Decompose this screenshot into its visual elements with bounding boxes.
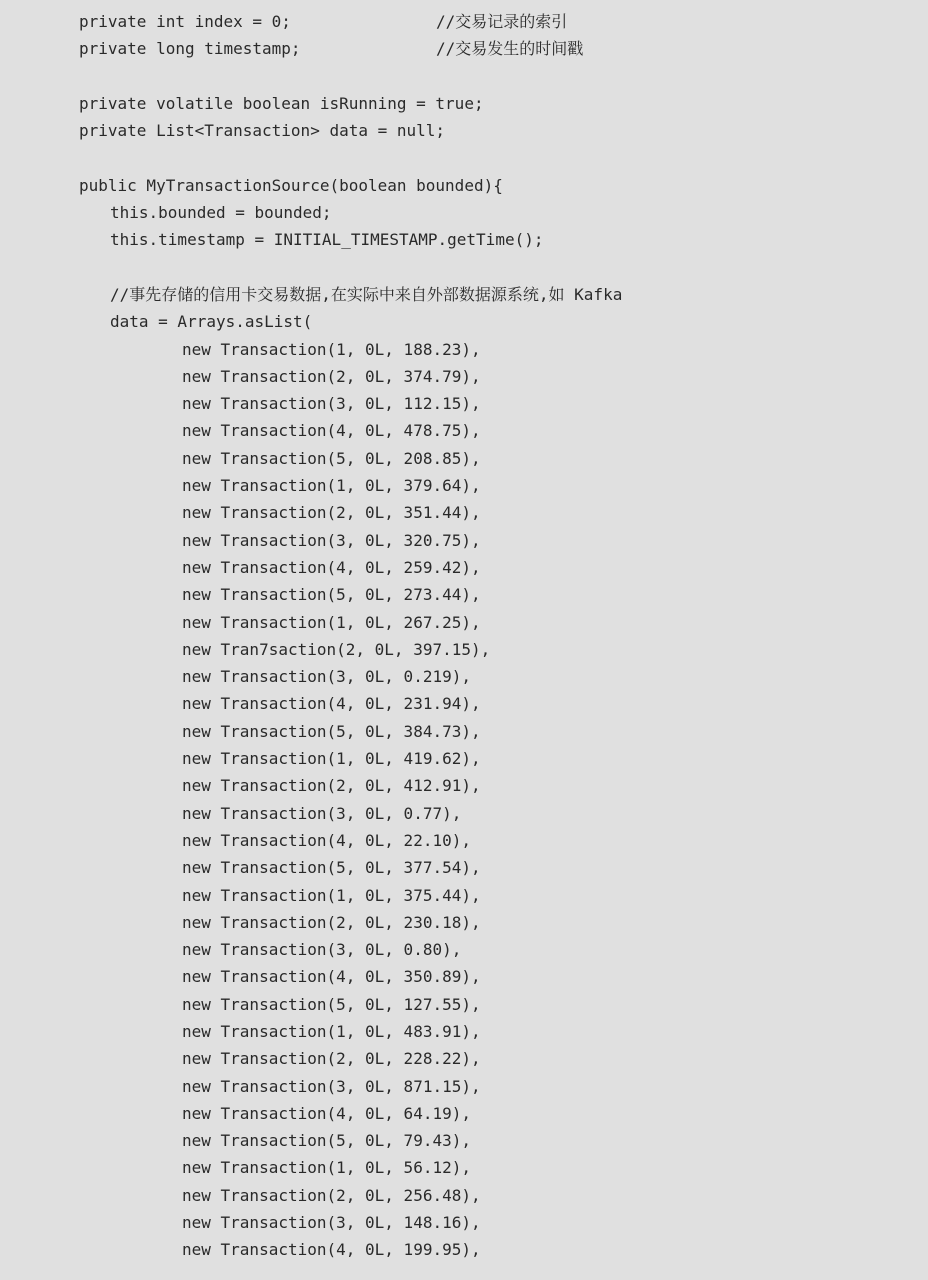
transaction-line xyxy=(0,636,928,663)
code-comment: //交易发生的时间戳 xyxy=(436,39,584,59)
transaction-line xyxy=(0,1127,928,1154)
code-text: new Transaction(2, 0L, 228.22), xyxy=(182,1049,481,1069)
code-line-data-field xyxy=(0,117,928,144)
transaction-line xyxy=(0,527,928,554)
transaction-line xyxy=(0,1100,928,1127)
code-text: new Transaction(3, 0L, 0.77), xyxy=(182,803,462,823)
code-text: new Transaction(3, 0L, 0.80), xyxy=(182,940,462,960)
transaction-list xyxy=(0,336,928,1264)
blank-line xyxy=(0,254,928,281)
transaction-line xyxy=(0,772,928,799)
code-text: new Transaction(1, 0L, 379.64), xyxy=(182,476,481,496)
code-line-constructor xyxy=(0,172,928,199)
transaction-line xyxy=(0,472,928,499)
transaction-line xyxy=(0,882,928,909)
code-text: new Transaction(5, 0L, 377.54), xyxy=(182,858,481,878)
code-listing xyxy=(0,8,928,1264)
transaction-line xyxy=(0,690,928,717)
code-line-data-assign xyxy=(0,308,928,335)
code-text: private int index = 0; xyxy=(79,12,291,31)
transaction-line xyxy=(0,1209,928,1236)
transaction-line xyxy=(0,800,928,827)
code-text: this.timestamp = INITIAL_TIMESTAMP.getTime(); xyxy=(110,230,544,250)
code-text: new Transaction(5, 0L, 79.43), xyxy=(182,1131,471,1151)
code-text: new Transaction(3, 0L, 320.75), xyxy=(182,530,481,550)
code-text: new Transaction(2, 0L, 374.79), xyxy=(182,366,481,386)
code-text: new Transaction(1, 0L, 188.23), xyxy=(182,339,481,359)
code-line-bounded-assign xyxy=(0,199,928,226)
transaction-line xyxy=(0,854,928,881)
code-line-is-running xyxy=(0,90,928,117)
code-text: data = Arrays.asList( xyxy=(110,312,313,332)
code-text: new Transaction(2, 0L, 230.18), xyxy=(182,912,481,932)
code-text: new Transaction(4, 0L, 199.95), xyxy=(182,1240,481,1260)
code-text: new Transaction(4, 0L, 64.19), xyxy=(182,1103,471,1123)
code-text: new Transaction(3, 0L, 871.15), xyxy=(182,1076,481,1096)
transaction-line xyxy=(0,581,928,608)
transaction-line xyxy=(0,663,928,690)
transaction-line xyxy=(0,745,928,772)
transaction-line xyxy=(0,1018,928,1045)
code-text: this.bounded = bounded; xyxy=(110,203,332,223)
code-text: new Transaction(1, 0L, 56.12), xyxy=(182,1158,471,1178)
code-text: new Transaction(1, 0L, 483.91), xyxy=(182,1021,481,1041)
code-line-index xyxy=(0,8,928,35)
transaction-line xyxy=(0,909,928,936)
code-text: public MyTransactionSource(boolean bounded){ xyxy=(79,175,503,195)
code-comment: //事先存储的信用卡交易数据,在实际中来自外部数据源系统,如 Kafka xyxy=(110,284,623,304)
transaction-line xyxy=(0,609,928,636)
blank-line xyxy=(0,63,928,90)
transaction-line xyxy=(0,1045,928,1072)
code-text: new Transaction(1, 0L, 267.25), xyxy=(182,612,481,632)
transaction-line xyxy=(0,1073,928,1100)
transaction-line xyxy=(0,963,928,990)
code-text: new Tran7saction(2, 0L, 397.15), xyxy=(182,639,491,659)
code-text: new Transaction(4, 0L, 22.10), xyxy=(182,830,471,850)
code-comment: //交易记录的索引 xyxy=(436,12,568,31)
code-text: private List<Transaction> data = null; xyxy=(79,121,446,141)
code-line-data-comment xyxy=(0,281,928,308)
code-text: new Transaction(4, 0L, 231.94), xyxy=(182,694,481,714)
blank-line xyxy=(0,144,928,171)
code-text: new Transaction(2, 0L, 256.48), xyxy=(182,1185,481,1205)
code-text: new Transaction(5, 0L, 384.73), xyxy=(182,721,481,741)
code-text: new Transaction(4, 0L, 259.42), xyxy=(182,557,481,577)
code-text: new Transaction(5, 0L, 127.55), xyxy=(182,994,481,1014)
code-text: new Transaction(4, 0L, 350.89), xyxy=(182,967,481,987)
transaction-line xyxy=(0,390,928,417)
code-text: private volatile boolean isRunning = true; xyxy=(79,93,484,113)
transaction-line xyxy=(0,1154,928,1181)
code-text: new Transaction(5, 0L, 208.85), xyxy=(182,448,481,468)
code-text: new Transaction(3, 0L, 148.16), xyxy=(182,1213,481,1233)
transaction-line xyxy=(0,417,928,444)
code-text: new Transaction(2, 0L, 412.91), xyxy=(182,776,481,796)
code-line-timestamp-assign xyxy=(0,226,928,253)
code-text: new Transaction(1, 0L, 375.44), xyxy=(182,885,481,905)
code-line-timestamp xyxy=(0,35,928,62)
code-text: new Transaction(2, 0L, 351.44), xyxy=(182,503,481,523)
code-text: new Transaction(4, 0L, 478.75), xyxy=(182,421,481,441)
transaction-line xyxy=(0,936,928,963)
transaction-line xyxy=(0,499,928,526)
transaction-line xyxy=(0,554,928,581)
code-text: new Transaction(5, 0L, 273.44), xyxy=(182,585,481,605)
code-text: new Transaction(3, 0L, 112.15), xyxy=(182,394,481,414)
code-text: new Transaction(3, 0L, 0.219), xyxy=(182,667,471,687)
transaction-line xyxy=(0,336,928,363)
transaction-line xyxy=(0,363,928,390)
transaction-line xyxy=(0,445,928,472)
code-text: private long timestamp; xyxy=(79,39,301,59)
transaction-line xyxy=(0,827,928,854)
transaction-line xyxy=(0,1236,928,1263)
transaction-line xyxy=(0,991,928,1018)
transaction-line xyxy=(0,1182,928,1209)
transaction-line xyxy=(0,718,928,745)
code-text: new Transaction(1, 0L, 419.62), xyxy=(182,749,481,769)
